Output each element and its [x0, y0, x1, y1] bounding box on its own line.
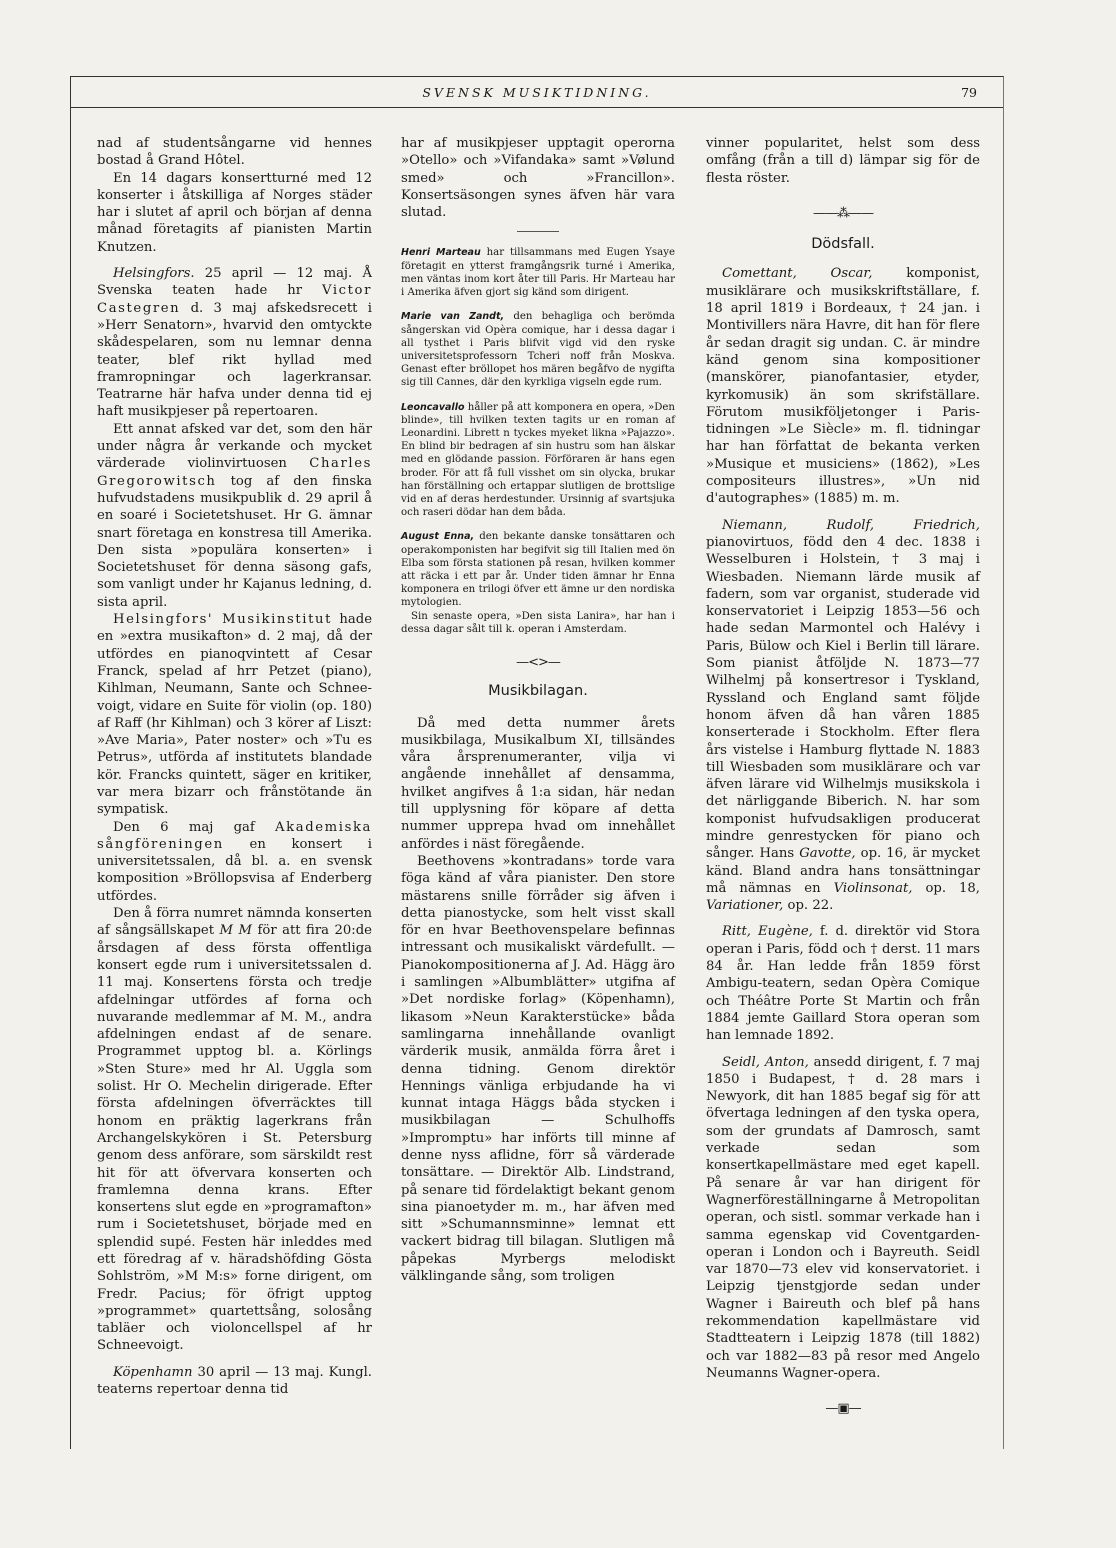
paragraph [97, 1364, 372, 1399]
text-run: op. 18, [912, 880, 980, 896]
paragraph [97, 611, 372, 819]
end-ornament: —▣— [825, 1401, 861, 1417]
person-name: Charles Gregorowitsch [97, 456, 372, 489]
journal-title: SVENSK MUSIKTIDNING. [422, 85, 652, 100]
divider [517, 231, 559, 232]
person-name: Marie van Zandt, [401, 311, 505, 323]
text-run: tog af den finska hufvudstadens musikpublik d. 29 april å en soaré i Societetshuset. Hr G. ämnar snart företaga en konstresa till Amerika. Den sista »populära konserten» i Societetshuset för denna säsong gafs, som vanligt under hr Kajanus ledning, d. sista april. [97, 473, 372, 610]
work-title: Gavotte, [799, 846, 856, 862]
text-run: för att fira 20:de årsdagen af dess första offentliga konsert egde rum i universitetssalen d. 11 maj. Konsertens första och tredje afdelningar utfördes af forna och nuvarande medlemmar af M. M., andra afdelningen endast af de senare. Programmet upptog bl. a. Körlings »Sten Sture» med hr Al. Uggla som solist. Hr O. Mechelin dirigerade. Efter första afdelningen öfverräcktes till honom en präktig lagerkrans från Archangelskykören i St. Petersburg genom dess anförare, som särskildt rest hit för att öfvervara konserten och framlemna denna krans. Efter konsertens slut egde en »programafton» rum i Societetshuset, började med en splendid supé. Festen här inleddes med ett föredrag af v. häradshöfding Gösta Sohlström, »M M:s» forne dirigent, om Fredr. Pacius; för öfrigt upptog »programmet» quartettsång, solosång tabläer och violoncellspel af hr Schneevoigt. [97, 923, 372, 1354]
page-number: 79 [961, 85, 977, 100]
obituary [706, 1054, 980, 1383]
person-name: Henri Marteau [401, 247, 481, 259]
text-run: en konsert i universitetssalen, då bl. a. en svensk komposition »Bröllopsvisa af Enderberg utfördes. [97, 836, 372, 904]
text-run: Ett annat afsked var det, som den här under några år verkande och mycket värderade violinvirtuosen [97, 421, 372, 472]
newspaper-page [70, 76, 1004, 1449]
text-run: håller på att komponera en opera, »Den blinde», till hvilken texten tagits ur en roman af Leonardini. Librett n tyckes myeket likna »Pajazzo». En blind bir bedragen af sin hustru som han älskar med en glödande passion. Förföraren är hans egen broder. För att få full visshet om sin olycka, brukar han förställning och ertappar slutligen de brottslige vid en af deras herdestunder. Ursinnig af svartsjuka och raseri dödar han dem båda. [401, 401, 675, 519]
place-name: Köpenhamn [113, 1364, 193, 1380]
text-run: Den 6 maj gaf [113, 819, 276, 835]
obituary [706, 517, 980, 915]
news-note [401, 310, 675, 389]
text-run: op. 16, är mycket känd. Bland andra hans tonsättningar må nämnas en [706, 846, 980, 896]
paragraph: har af musikpjeser upptagit operorna »Otello» och »Vifandaka» samt »Vølund smed» och »Francillon». Konsertsäsongen synes äfven här vara slutad. [401, 136, 675, 221]
institution-name: Akademiska sångföreningen [97, 819, 372, 852]
text-run: den behagliga och berömda sångerskan vid Opèra comique, har i dessa dagar i all tysthet i Paris blifvit vigd vid den ryske universitetsprofessorn Tcheri noff från Moskva. Genast efter bröllopet hos mären begåfvo de nygifta sig till Cannes, där den kyrkliga vigseln egde rum. [401, 311, 676, 389]
section-title-dodsfall: Dödsfall. [811, 236, 875, 253]
obituary [706, 265, 980, 507]
news-note [401, 401, 675, 520]
person-name: Victor Castegren [97, 283, 372, 316]
running-header [71, 77, 1003, 108]
person-name: Leoncavallo [401, 401, 465, 413]
news-note [401, 246, 675, 299]
text-run: ansedd dirigent, f. 7 maj 1850 i Budapest, † d. 28 mars i Newyork, dit han 1885 begaf sig för att öfvertaga ledningen af den tyska opera, som der grundats af Damrosch, samt verkade sedan som konsertkapellmästare med eget kapell. På senare år var han dirigent för Wagnerföreställningarne å Metropolitan operan, och sistl. sommar verkade han i samma egenskap vid Coventgarden-operan i London och i Bayreuth. Seidl var 1870—73 elev vid konservatoriet. i Leipzig tjenstgjorde sedan under Wagner i Baireuth och blef på hans rekommendation kapellmästare vid Stadtteatern i Leipzig 1878 (till 1882) och var 1882—83 på resor med Angelo Neumanns Wagner-opera. [706, 1054, 980, 1381]
news-notes [401, 246, 675, 635]
news-note-continued: Sin senaste opera, »Den sista Lanira», har han i dessa dagar sålt till k. operan i Amsterdam. [401, 610, 675, 635]
institution-name: Helsingfors' Musikinstitut [113, 612, 333, 628]
column-1 [97, 135, 372, 1398]
text-run: den bekante danske tonsättaren och operakomponisten har begifvit sig till Italien med ön Elba som första stationen på resan, hvilken kommer att räcka i ett par år. Under tiden ämnar hr Enna komponera en trilogi öfver ett ämne ur den nordiska mytologien. [401, 531, 675, 609]
text-run: komponist, musiklärare och musikskriftställare, f. 18 april 1819 i Bordeaux, † 24 jan. i Montivillers nära Havre, dit han för flere år sedan dragit sig undan. C. är mindre känd genom sina kompositioner (manskörer, pianofantasier, etyder, kyrkomusik) än som skrifställare. Förutom musikföljetonger i Paris-tidningen »Le Siècle» m. fl. tidningar har han författat de bekanta verken »Musique et musiciens» (1862), »Les compositeurs illustres», »Un nid d'autographes» (1885) m. m. [706, 266, 980, 507]
paragraph [97, 819, 372, 905]
person-name: Niemann, Rudolf, Friedrich, [722, 517, 980, 533]
paragraph [97, 421, 372, 611]
ornament-divider: ——⁂—— [813, 205, 873, 221]
text-run: har tillsammans med Eugen Ysaye företagit en ytterst framgångsrik turné i Amerika, men väntas inom kort åter till Paris. Hr Marteau har i Amerika äfven gjort sig känd som dirigent. [401, 247, 675, 299]
text-run: 30 april — 13 maj. Kungl. teaterns repertoar denna tid [97, 1364, 372, 1398]
section-title-musikbilagan: Musikbilagan. [488, 683, 588, 700]
society-name: M M [219, 923, 253, 939]
text-run: op. 22. [783, 898, 834, 914]
paragraph: Beethovens »kontradans» torde vara föga känd af våra pianister. Den store mästarens snille förråder sig äfven i detta pianostycke, som helt visst skall för en hvar Beethovenspelare befinnas intressant och musikaliskt värdefullt. — Pianokompositionerna af J. Ad. Hägg äro i samlingen »Albumblätter» utgifna af »Det nordiske forlag» (Köpenhamn), likasom »Neun Karakterstücke» båda samlingarna innehållande ovanligt värderik musik, anmälda förra året i denna tidning. Genom direktör Hennings vänliga erbjudande ha vi kunnat intaga Häggs båda stycken i musikbilagan — Schulhoffs »Impromptu» har införts till minne af denne nyss aflidne, förr så värderade tonsättare. — Direktör Alb. Lindstrand, på senare tid fördelaktigt bekant genom sina pianoetyder m. m., har äfven med sitt »Schumannsminne» lemnat ett vackert bidrag till bilagan. Slutligen må påpekas Myrbergs melodiskt välklingande sång, som troligen [401, 853, 675, 1285]
place-name: Helsingfors. [113, 266, 195, 282]
text-run: Den å förra numret nämnda konserten af sångsällskapet [97, 906, 372, 939]
text-run: 25 april — 12 maj. Å Svenska teaten hade hr [97, 266, 372, 299]
text-run: pianovirtuos, född den 4 dec. 1838 i Wesselburen i Holstein, † 3 maj i Wiesbaden. Niemann lärde musik af fadern, som var organist, studerade vid konservatoriet i Leipzig 1853—56 och hade sedan Marmontel och Halévy i Paris, Bülow och Kiel i Berlin till lärare. Som pianist åtföljde N. 1873—77 Wilhelmj på konsertresor i Tyskland, Ryssland och England samt följde honom äfven då han våren 1885 konserterade i Stockholm. Efter flera års vistelse i Hamburg flyttade N. 1883 till Wiesbaden som musiklärare och var äfven lärare vid Wilhelmjs musikskola i det närliggande Biberich. N. har som komponist hufvudsakligen producerat mindre genrestycken för piano och sånger. Hans [706, 534, 980, 862]
text-run: d. 3 maj afskedsrecett i »Herr Senatorn», hvarvid den omtyckte skådespelaren, som nu lemnar denna teater, blef rikt hyllad med framropningar och lagerkransar. Teatrarne här hafva under denna tid ej haft musikpjeser på repertoaren. [97, 300, 372, 420]
person-name: Ritt, Eugène, [722, 924, 813, 940]
text-run: f. d. direktör vid Stora operan i Paris, född och † derst. 11 mars 84 år. Han ledde från 1859 först Ambigu-teatern, sedan Opèra Comique och Théâtre Porte St Martin och från 1884 jemte Gaillard Stora operan som han lemnade 1892. [706, 924, 980, 1044]
text-run: hade en »extra musikafton» d. 2 maj, då der utfördes en pianoqvintett af Cesar Franck, spelad af hrr Petzet (piano), Kihlman, Neumann, Sante och Schneevoigt, vidare en Suite för violin (op. 180) af Raff (hr Kihlman) och 3 körer af Liszt: »Ave Maria», Pater noster» och »Tu es Petrus», utförda af institutets blandade kör. Francks quintett, säger en kritiker, var mera bizarr och frånstötande än sympatisk. [97, 612, 372, 818]
obituary [706, 923, 980, 1044]
work-title: Violinsonat, [833, 880, 913, 896]
person-name: Comettant, Oscar, [722, 266, 873, 282]
person-name: Seidl, Anton, [722, 1054, 809, 1070]
paragraph: Då med detta nummer årets musikbilaga, Musikalbum XI, tillsändes våra årsprenumeranter, vilja vi angående innehållet af densamma, hvilket angifves å 1:a sidan, här nedan till upplysning för köpare af detta nummer upprepa hvad om innehållet anfördes i näst föregående. [401, 715, 675, 852]
paragraph [97, 265, 372, 421]
paragraph [97, 905, 372, 1355]
paragraph: nad af studentsångarne vid hennes bostad å Grand Hôtel. [97, 136, 372, 169]
person-name: August Enna, [401, 531, 475, 543]
column-3 [706, 135, 980, 1429]
news-note [401, 530, 675, 609]
paragraph: En 14 dagars konsertturné med 12 konserter i åtskilliga af Norges städer har i slutet af april och början af denna månad företagits af pianisten Martin Knutzen. [97, 170, 372, 255]
paragraph: vinner popularitet, helst som dess omfång (från a till d) lämpar sig för de flesta röster. [706, 136, 980, 186]
column-2 [401, 135, 675, 1285]
work-title: Variationer, [706, 898, 784, 914]
ornament-divider: —<>— [516, 654, 560, 670]
